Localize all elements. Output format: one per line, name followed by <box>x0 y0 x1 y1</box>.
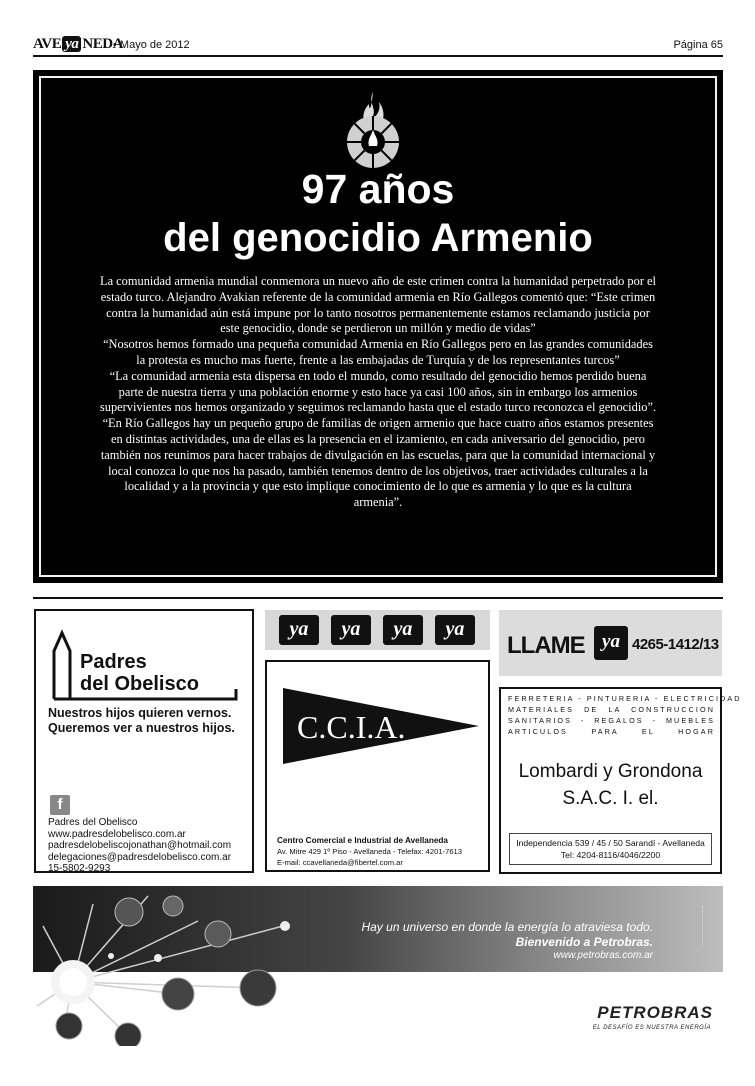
lombardi-name-line1: Lombardi y Grondona <box>518 761 703 782</box>
ccia-name: Centro Comercial e Industrial de Avellaneda <box>277 836 448 845</box>
lombardi-category: FERRETERIA - PINTURERIA - ELECTRICIDAD <box>508 694 742 703</box>
ad-lombardi-grondona <box>499 687 742 874</box>
article-paragraph: “Nosotros hemos formado una pequeña comunidad Armenia en Río Gallegos pero en las grandes comunidades la protesta es mucho mas fuerte, frente a las embajadas de Turquía y de los representantes turcos” <box>103 337 653 367</box>
ad-llame-ya <box>499 610 722 676</box>
llame-word: LLAME <box>507 632 585 659</box>
energy-network-illustration <box>33 886 333 1046</box>
ya-logo: ya <box>383 615 423 645</box>
lombardi-category: MATERIALES DE LA CONSTRUCCION <box>508 705 715 714</box>
ya-logo: ya <box>279 615 319 645</box>
ad-ccia <box>265 660 490 872</box>
padres-tagline-line2: Queremos ver a nuestros hijos. <box>48 721 235 735</box>
logo-ya: ya <box>62 36 81 52</box>
article-paragraph: “La comunidad armenia esta dispersa en todo el mundo, como resultado del genocidio hemos perdido buena parte de nuestra tierra y una población enorme y esto hace ya casi 100 años, sin in embargo los armenios supervivientes nos hemos organizado y seguimos reclamando hasta que el estado turco reconozca el genocidio”. <box>99 368 657 415</box>
header-rule <box>33 55 723 57</box>
pennant-flag-icon <box>283 688 483 766</box>
newspaper-logo <box>33 36 123 52</box>
logo-pre: AVE <box>33 36 62 52</box>
section-rule <box>33 597 723 599</box>
ya-logo: ya <box>331 615 371 645</box>
article-panel <box>33 70 723 583</box>
article-title-line2: del genocidio Armenio <box>163 216 593 260</box>
petrobras-url: www.petrobras.com.ar <box>553 950 653 961</box>
lombardi-category: SANITARIOS - REGALOS - MUEBLES <box>508 716 715 725</box>
ad-petrobras <box>33 886 723 1046</box>
petrobras-logo-sub: EL DESAFÍO ES NUESTRA ENERGÍA <box>592 1025 711 1031</box>
article-title-line1: 97 años <box>301 166 455 212</box>
lombardi-contact-box <box>509 833 712 865</box>
padres-contact <box>48 817 231 875</box>
article-body <box>99 274 657 511</box>
fine-print <box>702 906 709 946</box>
lombardi-name-line2: S.A.C. I. el. <box>562 788 659 809</box>
pennant-text: C.C.I.A. <box>297 709 406 745</box>
lombardi-address: Independencia 539 / 45 / 50 Sarandí - Avellaneda <box>516 838 705 848</box>
ya-strip <box>265 610 490 650</box>
padres-tagline-line1: Nuestros hijos quieren vernos. <box>48 706 232 720</box>
ccia-email: E-mail: ccavellaneda@fibertel.com.ar <box>277 858 403 867</box>
page-number: Página 65 <box>673 39 723 51</box>
padres-name-line1: Padres <box>80 651 147 673</box>
ya-logo: ya <box>435 615 475 645</box>
eternal-flame-emblem-icon <box>341 90 405 170</box>
padres-contact-email1: padresdelobeliscojonathan@hotmail.com <box>48 840 232 851</box>
page-header <box>33 36 723 54</box>
logo-post: NEDA <box>82 36 123 52</box>
padres-tagline <box>48 706 235 736</box>
petrobras-welcome: Bienvenido a Petrobras. <box>515 935 653 949</box>
article-paragraph: La comunidad armenia mundial conmemora un nuevo año de este crimen contra la humanidad perpetrado por el estado turco. Alejandro Avakian referente de la comunidad armenia en Río Gallegos comentó que: “Este crimen contra la humanidad aún está impune por lo tanto nosotros permanentemente estamos reclamando justicia por este genocidio, donde se perdieron un millón y medio de vidas” <box>100 274 656 336</box>
padres-contact-website: www.padresdelobelisco.com.ar <box>48 828 186 840</box>
padres-contact-phone: 15-5802-9293 <box>48 863 111 874</box>
issue-date: • Mayo de 2012 <box>113 39 190 51</box>
padres-contact-email2: delegaciones@padresdelobelisco.com.ar <box>48 851 232 863</box>
petrobras-logo: PETROBRAS <box>597 1003 713 1022</box>
petrobras-slogan: Hay un universo en donde la energía lo atraviesa todo. <box>361 920 653 934</box>
padres-contact-name: Padres del Obelisco <box>48 817 138 828</box>
llame-ya-logo: ya <box>594 626 628 660</box>
article-paragraph: “En Río Gallegos hay un pequeño grupo de familias de origen armenio que hace cuatro años estamos presentes en distintas actividades, una de ellas es la presencia en el izamiento, en cada aniversario del genocidio, pero también nos reunimos para hacer trabajos de divulgación en las escuelas, para que la comunidad internacional y local conozca lo que nos ha pasado, también tenemos dentro de los objetivos, traer actividades culturales a la localidad y a la provincia y que esto implique conocimiento de lo que es armenia y lo que es la cultura armenia”. <box>100 416 656 510</box>
padres-name-line2: del Obelisco <box>80 673 199 695</box>
llame-phone: 4265-1412/13 <box>632 636 719 653</box>
ccia-address: Av. Mitre 429 1º Piso - Avellaneda - Telefax: 4201-7613 <box>277 847 462 856</box>
lombardi-category: ARTICULOS PARA EL HOGAR <box>508 727 715 736</box>
lombardi-tel: Tel: 4204-8116/4046/2200 <box>560 850 661 860</box>
facebook-icon: f <box>50 795 70 815</box>
ad-padres-del-obelisco <box>34 609 254 873</box>
